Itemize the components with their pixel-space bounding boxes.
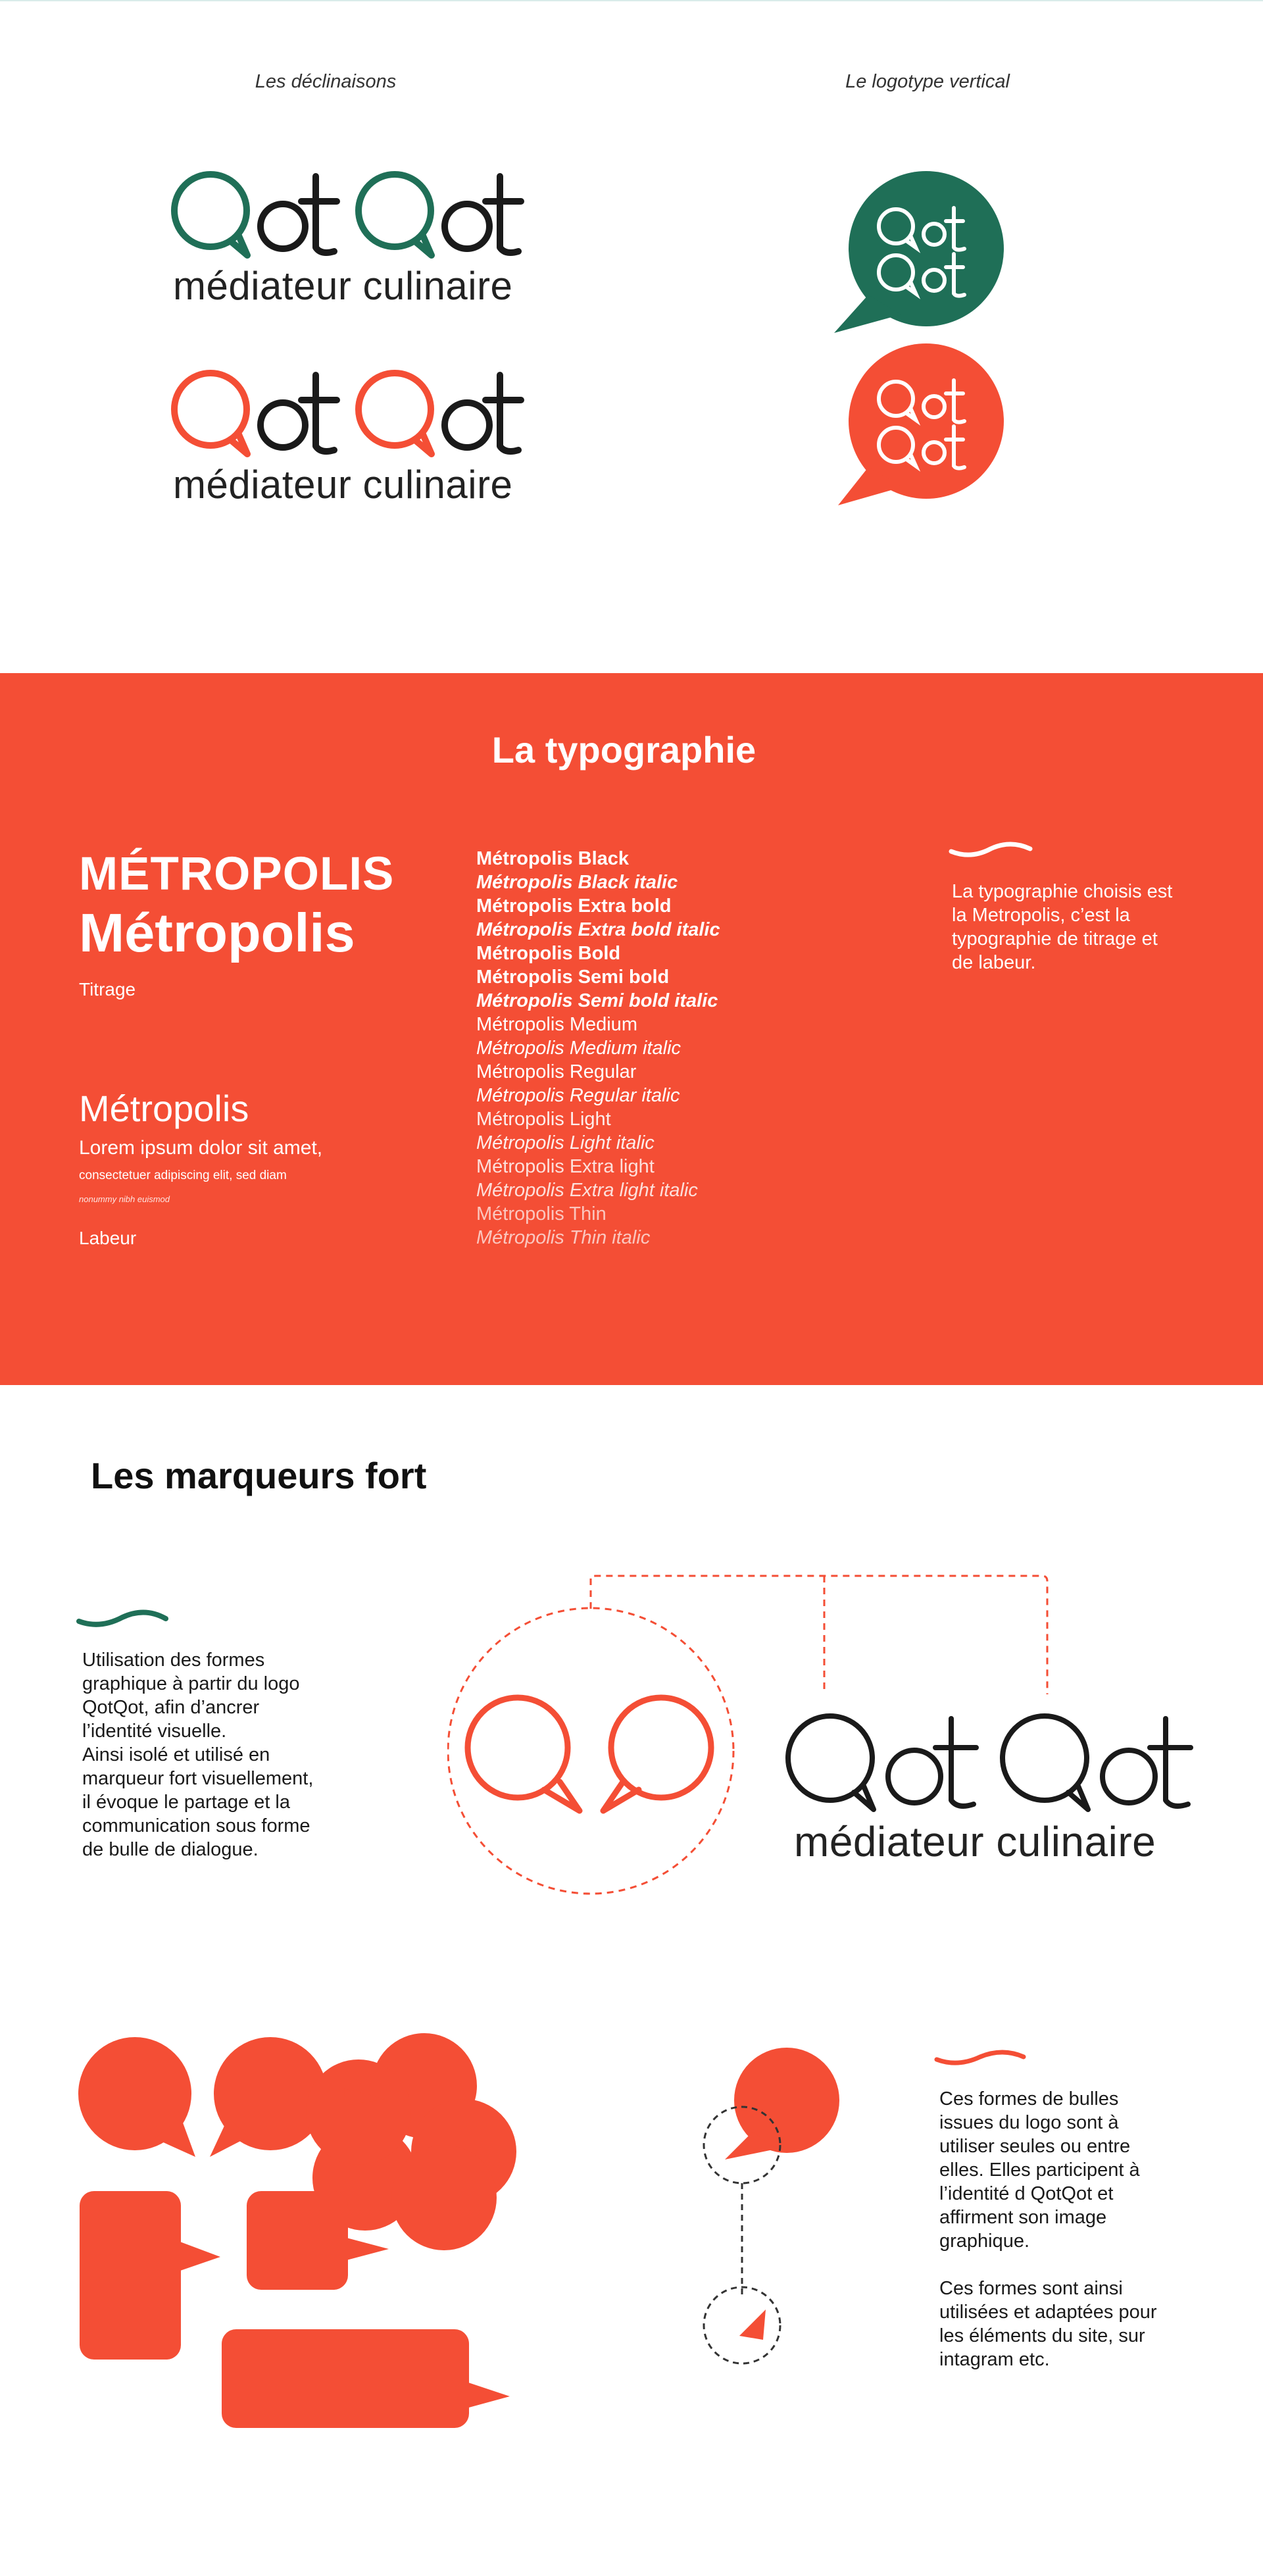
titrage-label: Titrage xyxy=(79,979,136,999)
labeur-sample-3: nonummy nibh euismod xyxy=(79,1194,170,1204)
weight-medium: Métropolis Medium xyxy=(476,1014,637,1035)
vertical-logo-green xyxy=(829,170,1006,334)
labeur-title: Métropolis xyxy=(79,1088,249,1129)
tagline-large: médiateur culinaire xyxy=(794,1818,1156,1865)
weight-medium-italic: Métropolis Medium italic xyxy=(476,1038,681,1059)
wave-icon-green xyxy=(76,1605,168,1628)
bubble-shapes-collection xyxy=(76,2033,523,2441)
caption-declinaisons: Les déclinaisons xyxy=(255,71,397,92)
weight-extra-light-italic: Métropolis Extra light italic xyxy=(476,1180,698,1201)
titrage-caps-sample: MÉTROPOLIS xyxy=(79,848,395,900)
marker-bubbles xyxy=(464,1691,720,1816)
logo-coral xyxy=(170,362,538,461)
tagline-coral: médiateur culinaire xyxy=(173,463,513,507)
weight-black-italic: Métropolis Black italic xyxy=(476,872,678,893)
labeur-sample-2: consectetuer adipiscing elit, sed diam xyxy=(79,1169,287,1182)
marqueurs-title: Les marqueurs fort xyxy=(91,1455,427,1496)
marqueurs-text: Utilisation des formes graphique à partir du logo QotQot, afin d’ancrer l’identité visuelle. Ainsi isolé et utilisé en marqueur fort visuellement, il évoque le partage et la communication sous forme de bulle de dialogue. xyxy=(82,1650,314,1860)
bubble-construction-diagram xyxy=(697,2046,849,2375)
weight-extra-bold-italic: Métropolis Extra bold italic xyxy=(476,919,720,940)
weight-light: Métropolis Light xyxy=(476,1109,611,1130)
weight-bold: Métropolis Bold xyxy=(476,943,621,964)
weight-extra-bold: Métropolis Extra bold xyxy=(476,896,672,917)
bulles-text-1: Ces formes de bulles issues du logo sont à utiliser seules ou entre elles. Elles participent à l’identité d QotQot et affirment son image graphique. xyxy=(939,2088,1140,2252)
tagline-green: médiateur culinaire xyxy=(173,264,513,308)
typography-title: La typographie xyxy=(491,729,756,770)
weight-regular-italic: Métropolis Regular italic xyxy=(476,1085,680,1106)
logo-large xyxy=(783,1704,1210,1816)
top-divider xyxy=(0,0,1263,1)
vertical-logo-coral xyxy=(829,341,1006,505)
wave-icon-coral xyxy=(934,2046,1026,2066)
weight-thin: Métropolis Thin xyxy=(476,1203,607,1225)
labeur-sample-1: Lorem ipsum dolor sit amet, xyxy=(79,1137,323,1159)
logo-green xyxy=(170,163,538,262)
weight-semi-bold: Métropolis Semi bold xyxy=(476,967,670,988)
weights-list xyxy=(476,847,720,1250)
bulles-text-2: Ces formes sont ainsi utilisées et adaptées pour les éléments du site, sur intagram etc. xyxy=(939,2278,1157,2370)
weight-thin-italic: Métropolis Thin italic xyxy=(476,1227,651,1248)
weight-black: Métropolis Black xyxy=(476,848,630,869)
wave-icon-white xyxy=(949,838,1034,858)
labeur-label: Labeur xyxy=(79,1228,137,1248)
weight-regular: Métropolis Regular xyxy=(476,1061,637,1082)
weight-semi-bold-italic: Métropolis Semi bold italic xyxy=(476,990,718,1011)
weight-extra-light: Métropolis Extra light xyxy=(476,1156,655,1177)
caption-logotype-vertical: Le logotype vertical xyxy=(845,71,1010,92)
weight-light-italic: Métropolis Light italic xyxy=(476,1132,655,1153)
typography-note: La typographie choisis est la Metropolis, c’est la typographie de titrage et de labeur. xyxy=(952,881,1173,973)
titrage-sample: Métropolis xyxy=(79,902,355,963)
